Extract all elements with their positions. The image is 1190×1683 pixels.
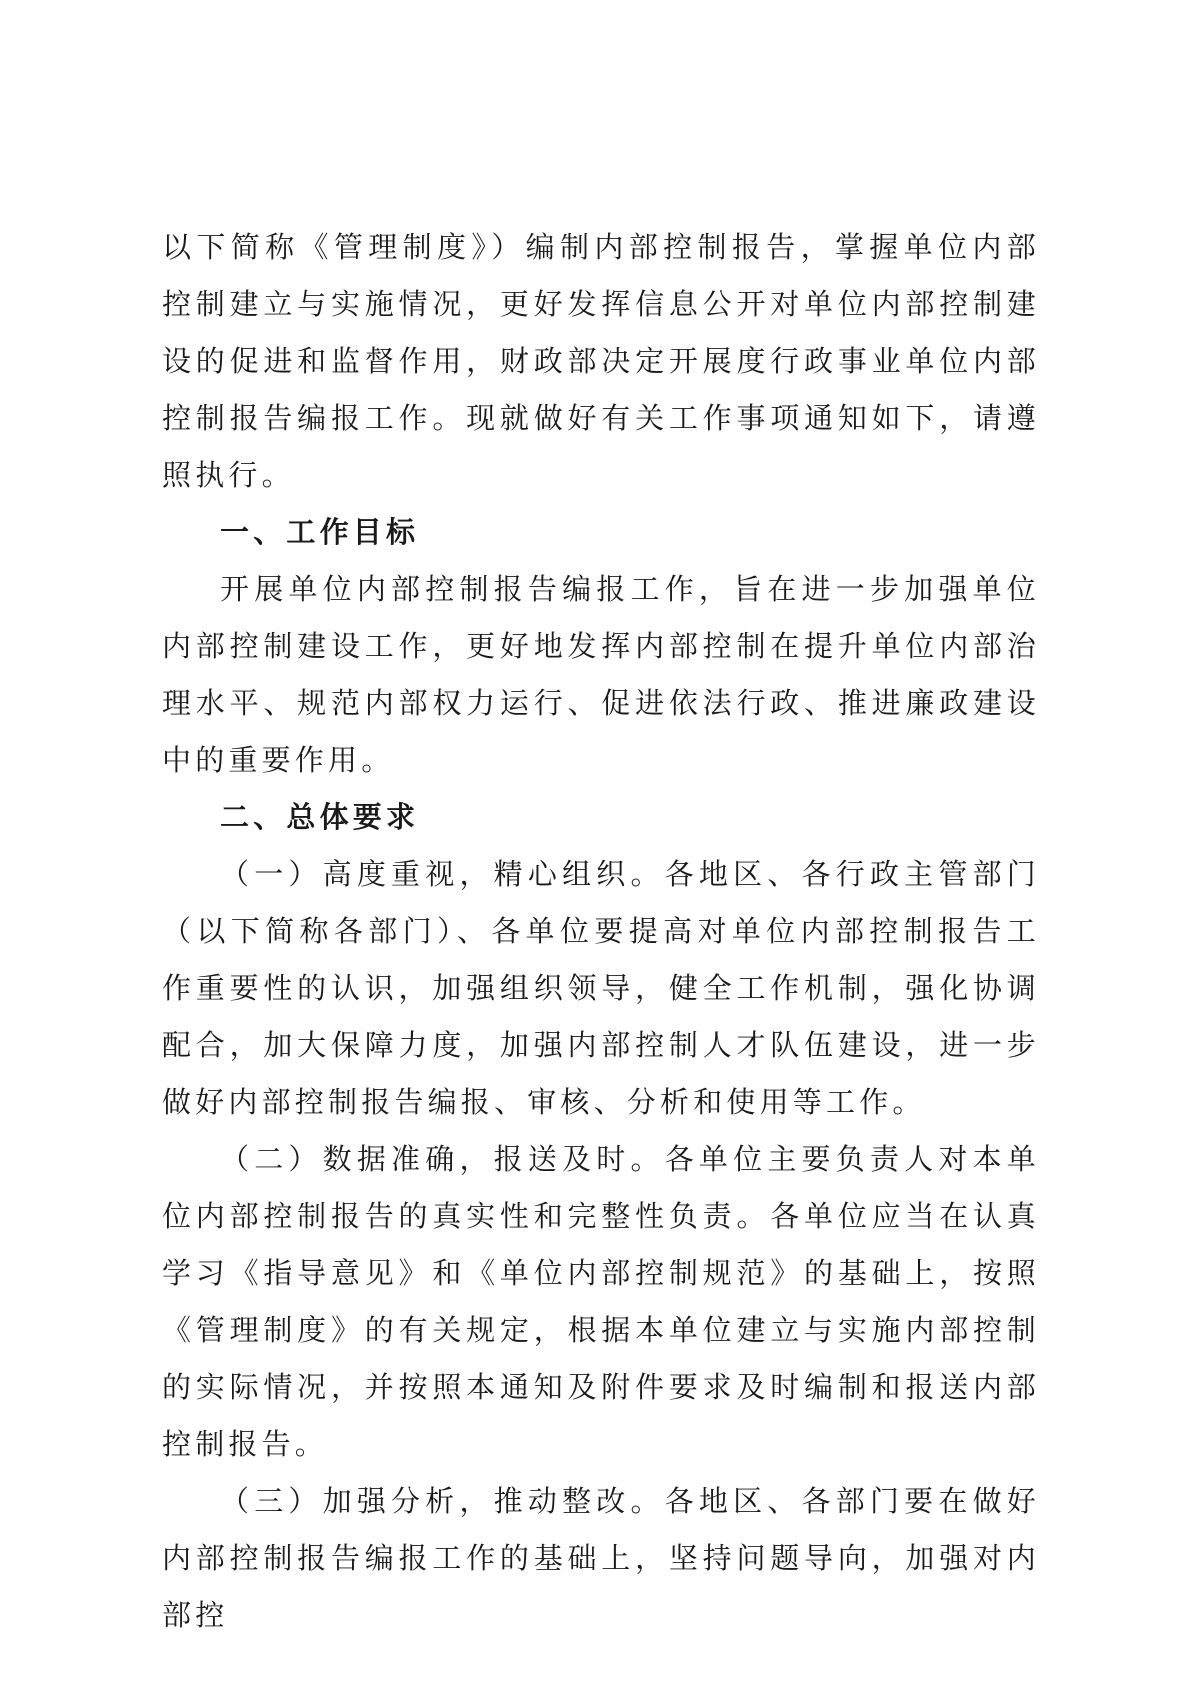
paragraph-continued: 以下简称《管理制度》）编制内部控制报告，掌握单位内部控制建立与实施情况，更好发挥信息公开对单位内部控制建设的促进和监督作用，财政部决定开展度行政事业单位内部控制报告编报工作。现就做好有关工作事项通知如下，请遵照执行。 (162, 230, 1040, 492)
section-heading-general-requirements: 二、总体要求 (220, 800, 420, 834)
paragraph-requirement-3: （三）加强分析，推动整改。各地区、各部门要在做好内部控制报告编报工作的基础上，坚持问题导向，加强对内部控 (162, 1484, 1040, 1632)
paragraph-requirement-1: （一）高度重视，精心组织。各地区、各行政主管部门（以下简称各部门）、各单位要提高对单位内部控制报告工作重要性的认识，加强组织领导，健全工作机制，强化协调配合，加大保障力度，加强内部控制人才队伍建设，进一步做好内部控制报告编报、审核、分析和使用等工作。 (162, 857, 1040, 1119)
section-heading-work-goal: 一、工作目标 (220, 515, 420, 549)
paragraph-work-goal: 开展单位内部控制报告编报工作，旨在进一步加强单位内部控制建设工作，更好地发挥内部控制在提升单位内部治理水平、规范内部权力运行、促进依法行政、推进廉政建设中的重要作用。 (162, 572, 1040, 777)
document-body (162, 219, 1040, 1644)
paragraph-requirement-2: （二）数据准确，报送及时。各单位主要负责人对本单位内部控制报告的真实性和完整性负责。各单位应当在认真学习《指导意见》和《单位内部控制规范》的基础上，按照《管理制度》的有关规定，根据本单位建立与实施内部控制的实际情况，并按照本通知及附件要求及时编制和报送内部控制报告。 (162, 1142, 1040, 1461)
